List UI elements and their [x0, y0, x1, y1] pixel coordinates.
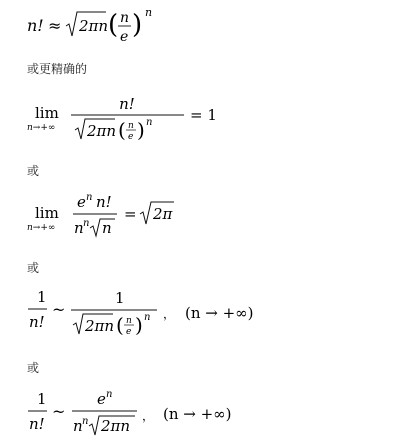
exponent: n [146, 117, 153, 128]
comma: ， [163, 307, 176, 321]
sqrt-content: 2πn [87, 122, 117, 140]
den-exp: n [83, 218, 90, 229]
formula-svg [27, 91, 227, 143]
lim-subscript: n→+∞ [27, 123, 56, 133]
formula-limit-ratio-2 [27, 188, 197, 242]
rhs-num-base: e [97, 390, 106, 408]
num-tail: n! [96, 193, 112, 211]
sim-symbol: ~ [52, 300, 66, 319]
connector-or-2: 或 [27, 261, 40, 275]
formula-reciprocal-1 [27, 285, 277, 345]
connector-or-1: 或 [27, 164, 40, 178]
lhs-numerator: 1 [37, 288, 47, 306]
rhs-den-base: n [73, 417, 83, 435]
sqrt-content: 2πn [79, 17, 109, 35]
lhs-denominator: n! [29, 313, 45, 331]
connector-more-precise: 或更精确的 [27, 62, 88, 76]
formula-svg [27, 285, 277, 341]
rhs-numerator: 1 [115, 289, 125, 307]
frac-den: e [120, 29, 129, 45]
sqrt-content: 2πn [85, 317, 115, 335]
formula-svg [27, 388, 257, 438]
formula-svg [27, 4, 167, 48]
condition: (n → +∞) [185, 304, 254, 322]
frac-num: n [120, 10, 130, 26]
rhs: = 1 [190, 106, 217, 124]
small-frac-num: n [126, 316, 132, 326]
exponent: n [144, 312, 151, 323]
formula-stirling-approx [27, 4, 167, 52]
paren-left: ( [116, 313, 124, 337]
paren-left: ( [108, 10, 119, 40]
formula-reciprocal-2 [27, 388, 257, 442]
exponent: n [145, 6, 153, 19]
paren-left: ( [118, 118, 126, 142]
num-exp: n [86, 192, 93, 203]
formula-lhs: n! [27, 16, 44, 35]
small-frac-den: e [126, 327, 132, 337]
paren-right: ) [132, 10, 143, 40]
formula-limit-ratio-1 [27, 91, 227, 147]
lim-label: lim [35, 104, 59, 122]
num-base: e [77, 193, 86, 211]
lhs-denominator: n! [29, 415, 45, 433]
sim-symbol: ~ [52, 402, 66, 421]
comma: ， [142, 409, 155, 423]
paren-right: ) [137, 118, 145, 142]
small-frac-den: e [128, 132, 134, 142]
rhs-sqrt-content: 2π [153, 205, 173, 223]
lim-label: lim [35, 204, 59, 222]
lim-subscript: n→+∞ [27, 223, 56, 233]
den-sqrt-content: n [102, 219, 112, 237]
condition: (n → +∞) [163, 405, 232, 423]
den-base: n [74, 219, 84, 237]
equals: = [124, 205, 137, 223]
approx-symbol: ≈ [48, 16, 62, 35]
paren-right: ) [135, 313, 143, 337]
formula-svg [27, 188, 197, 238]
rhs-num-exp: n [106, 389, 113, 400]
connector-or-3: 或 [27, 361, 40, 375]
numerator: n! [119, 95, 135, 113]
small-frac-num: n [128, 121, 134, 131]
sqrt-content: 2πn [101, 417, 131, 435]
lhs-numerator: 1 [37, 390, 47, 408]
rhs-den-exp: n [82, 416, 89, 427]
